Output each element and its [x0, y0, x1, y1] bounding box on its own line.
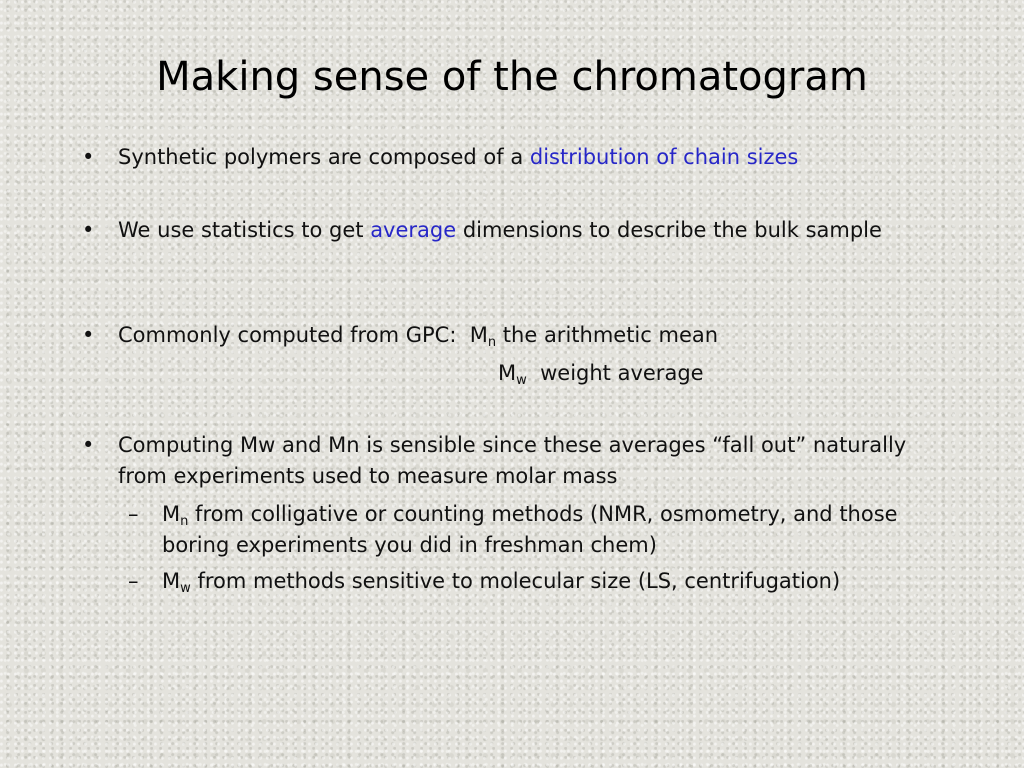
highlight-text: distribution of chain sizes [529, 145, 799, 169]
sub-bullet-item-1 [128, 499, 928, 561]
symbol-base: M [162, 569, 181, 593]
symbol-base: M [498, 361, 517, 385]
bullet-text-plain: Commonly computed from GPC: [118, 323, 470, 347]
symbol-subscript: w [180, 581, 191, 596]
bullet-text-plain: dimensions to describe the bulk sample [456, 218, 882, 242]
symbol-base: M [162, 502, 181, 526]
sub-bullet-dash: – [128, 502, 139, 526]
bullet-text [118, 142, 942, 173]
bullet-item-3 [82, 320, 942, 351]
symbol-subscript: n [487, 335, 497, 350]
bullet-text [118, 320, 942, 351]
symbol-subscript: w [516, 373, 527, 388]
sub-bullet-text-plain: from colligative or counting methods (NMR, osmometry, and those boring experiments you did in freshman chem) [162, 502, 898, 557]
bullet-item-2 [82, 215, 942, 246]
bullet-dot: • [82, 323, 95, 347]
bullet-text [118, 215, 942, 246]
highlight-text: average [370, 218, 457, 242]
bullet-text-plain: the arithmetic mean [496, 323, 719, 347]
sub-bullet-item-2 [128, 566, 928, 597]
bullet-item-1 [82, 142, 942, 173]
bullet-dot: • [82, 433, 95, 457]
bullet-dot: • [82, 145, 95, 169]
symbol-subscript: n [180, 514, 189, 529]
slide-title: Making sense of the chromatogram [156, 54, 868, 100]
sub-bullet-text [162, 499, 928, 561]
bullet-text: Computing Mw and Mn is sensible since these averages “fall out” naturally from experiments used to measure molar mass [118, 433, 907, 488]
bullet-dot: • [82, 218, 95, 242]
bullet-text-plain: weight average [526, 361, 704, 385]
sub-bullet-dash: – [128, 569, 139, 593]
bullet-text-plain: Synthetic polymers are composed of a [118, 145, 530, 169]
mw-line [498, 358, 704, 389]
bullet-text-plain: We use statistics to get [118, 218, 371, 242]
symbol-base: M [469, 323, 488, 347]
bullet-item-4 [82, 430, 942, 492]
sub-bullet-text [162, 566, 928, 597]
sub-bullet-text-plain: from methods sensitive to molecular size (LS, centrifugation) [190, 569, 841, 593]
